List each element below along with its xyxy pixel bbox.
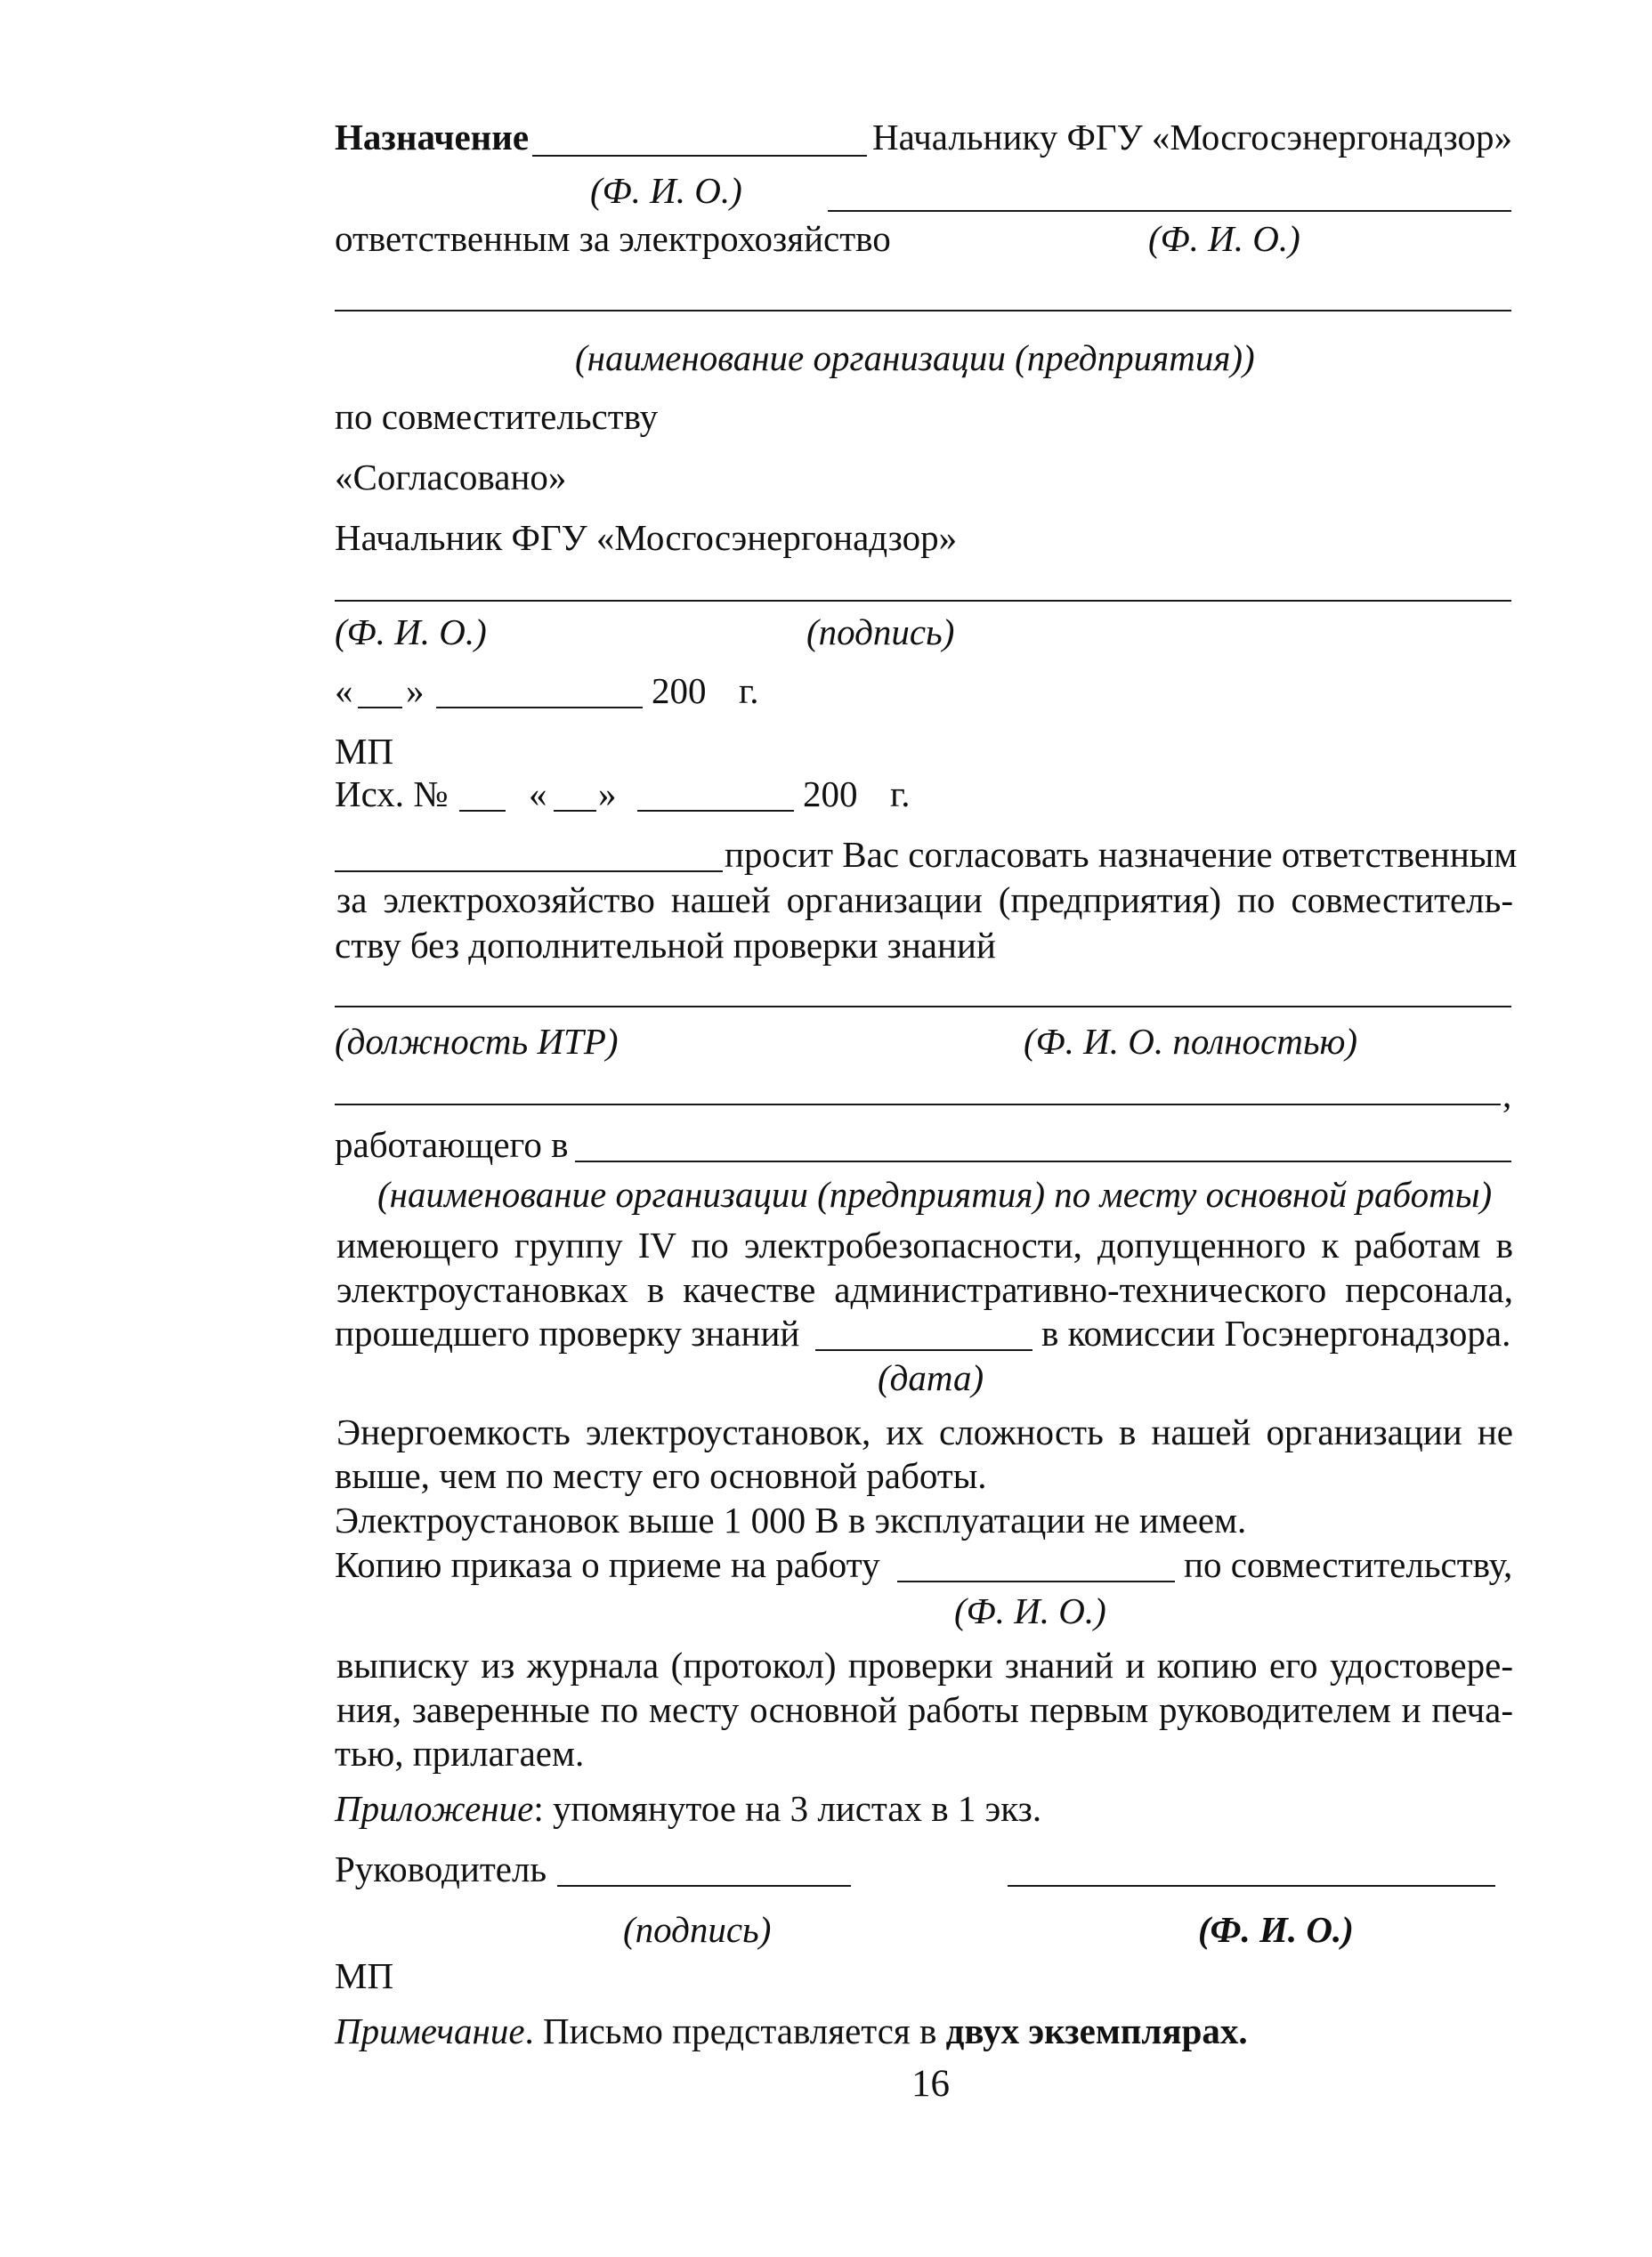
agreed-label: «Согласовано»: [335, 457, 567, 498]
extract-text: ния, заверенные по месту основной работы первым руководителем и печа-: [336, 1689, 1513, 1730]
chief-signature-blank: [335, 600, 1511, 602]
position-caption: (должность ИТР): [335, 1021, 619, 1062]
addressee-line: Начальнику ФГУ «Мосгосэнергонадзор»: [872, 117, 1513, 158]
year-suffix: г.: [890, 773, 911, 814]
fio-caption: (Ф. И. О.): [954, 1590, 1106, 1631]
fullname-continuation-blank: [335, 1104, 1501, 1105]
organization-name-blank: [335, 870, 723, 872]
main-organization-blank: [575, 1161, 1511, 1162]
date-open-quote: «: [335, 670, 353, 711]
year-text: 200: [652, 670, 707, 711]
head-label: Руководитель: [335, 1848, 547, 1889]
fio-caption: (Ф. И. О.): [335, 611, 487, 652]
group-text: имеющего группу IV по электробезопасности, допущенного к работам в: [336, 1225, 1513, 1266]
attachment-line: [335, 1787, 1041, 1830]
responsible-label: ответственным за электрохозяйство: [335, 218, 891, 259]
fullname-caption: (Ф. И. О. полностью): [1024, 1021, 1358, 1062]
stamp-label: МП: [335, 731, 394, 772]
fio-caption: (Ф. И. О.): [590, 170, 742, 211]
appointment-fio-blank: [532, 155, 867, 157]
request-text: просит Вас согласовать назначение ответственным: [725, 834, 1518, 875]
request-text: ству без дополнительной проверки знаний: [335, 925, 996, 966]
year-suffix: г.: [739, 670, 759, 711]
request-text: за электрохозяйство нашей организации (предприятия) по совместитель-: [336, 879, 1513, 920]
note-text: . Письмо представляется в: [524, 2010, 946, 2051]
stamp-label: МП: [335, 1955, 394, 1996]
part-time-label: по совместительству: [335, 396, 659, 437]
copy-order-suffix: по совместительству,: [1184, 1544, 1513, 1585]
no-high-voltage-text: Электроустановок выше 1 000 В в эксплуатации не имеем.: [335, 1500, 1247, 1541]
month-blank: [637, 810, 794, 812]
addressee-fio-blank: [828, 210, 1511, 212]
extract-text: выписку из журнала (протокол) проверки знаний и копию его удостовере-: [336, 1645, 1513, 1686]
organization-blank: [335, 310, 1511, 311]
day-blank: [358, 707, 402, 708]
day-blank: [554, 810, 596, 812]
fio-caption: (Ф. И. О.): [1148, 218, 1300, 259]
position-name-blank: [335, 1006, 1511, 1007]
copy-order-label: Копию приказа о приеме на работу: [335, 1544, 880, 1585]
attachment-label: Приложение: [335, 1788, 534, 1829]
attachment-text: : упомянутое на 3 листах в 1 экз.: [533, 1788, 1042, 1829]
signature-caption: (подпись): [623, 1909, 772, 1950]
appointment-label: Назначение: [335, 117, 530, 158]
main-organization-caption: (наименование организации (предприятия) по месту основной работы): [377, 1174, 1493, 1215]
date-close-quote: »: [406, 670, 425, 711]
copy-fio-blank: [897, 1581, 1175, 1582]
working-at-label: работающего в: [335, 1124, 569, 1165]
month-blank: [436, 707, 643, 708]
passed-check-label: прошедшего проверку знаний: [335, 1313, 800, 1354]
note-emphasis: двух экземплярах.: [945, 2010, 1248, 2051]
note-label: Примечание: [335, 2010, 525, 2051]
energy-text: Энергоемкость электроустановок, их сложность в нашей организации не: [336, 1412, 1513, 1452]
date-open-quote: «: [529, 773, 547, 814]
head-fio-blank: [1008, 1885, 1495, 1887]
head-signature-blank: [557, 1885, 851, 1887]
fio-caption: (Ф. И. О.): [1198, 1909, 1354, 1950]
year-text: 200: [803, 773, 858, 814]
signature-caption: (подпись): [806, 611, 955, 652]
extract-text: тью, прилагаем.: [335, 1733, 585, 1774]
check-date-blank: [815, 1349, 1032, 1351]
passed-check-suffix: в комиссии Госэнергонадзора.: [1041, 1313, 1511, 1354]
chief-title: Начальник ФГУ «Мосгосэнергонадзор»: [335, 517, 958, 558]
organization-caption: (наименование организации (предприятия)): [575, 337, 1255, 378]
note-line: [335, 2010, 1248, 2052]
group-text: электроустановках в качестве административно-технического персонала,: [336, 1269, 1513, 1310]
outgoing-number-label: Исх. №: [335, 773, 449, 814]
page-number: 16: [911, 2063, 950, 2105]
date-caption: (дата): [878, 1357, 984, 1398]
outgoing-number-blank: [459, 810, 506, 812]
date-close-quote: »: [598, 773, 617, 814]
energy-text: выше, чем по месту его основной работы.: [335, 1455, 987, 1496]
comma: ,: [1502, 1074, 1512, 1115]
